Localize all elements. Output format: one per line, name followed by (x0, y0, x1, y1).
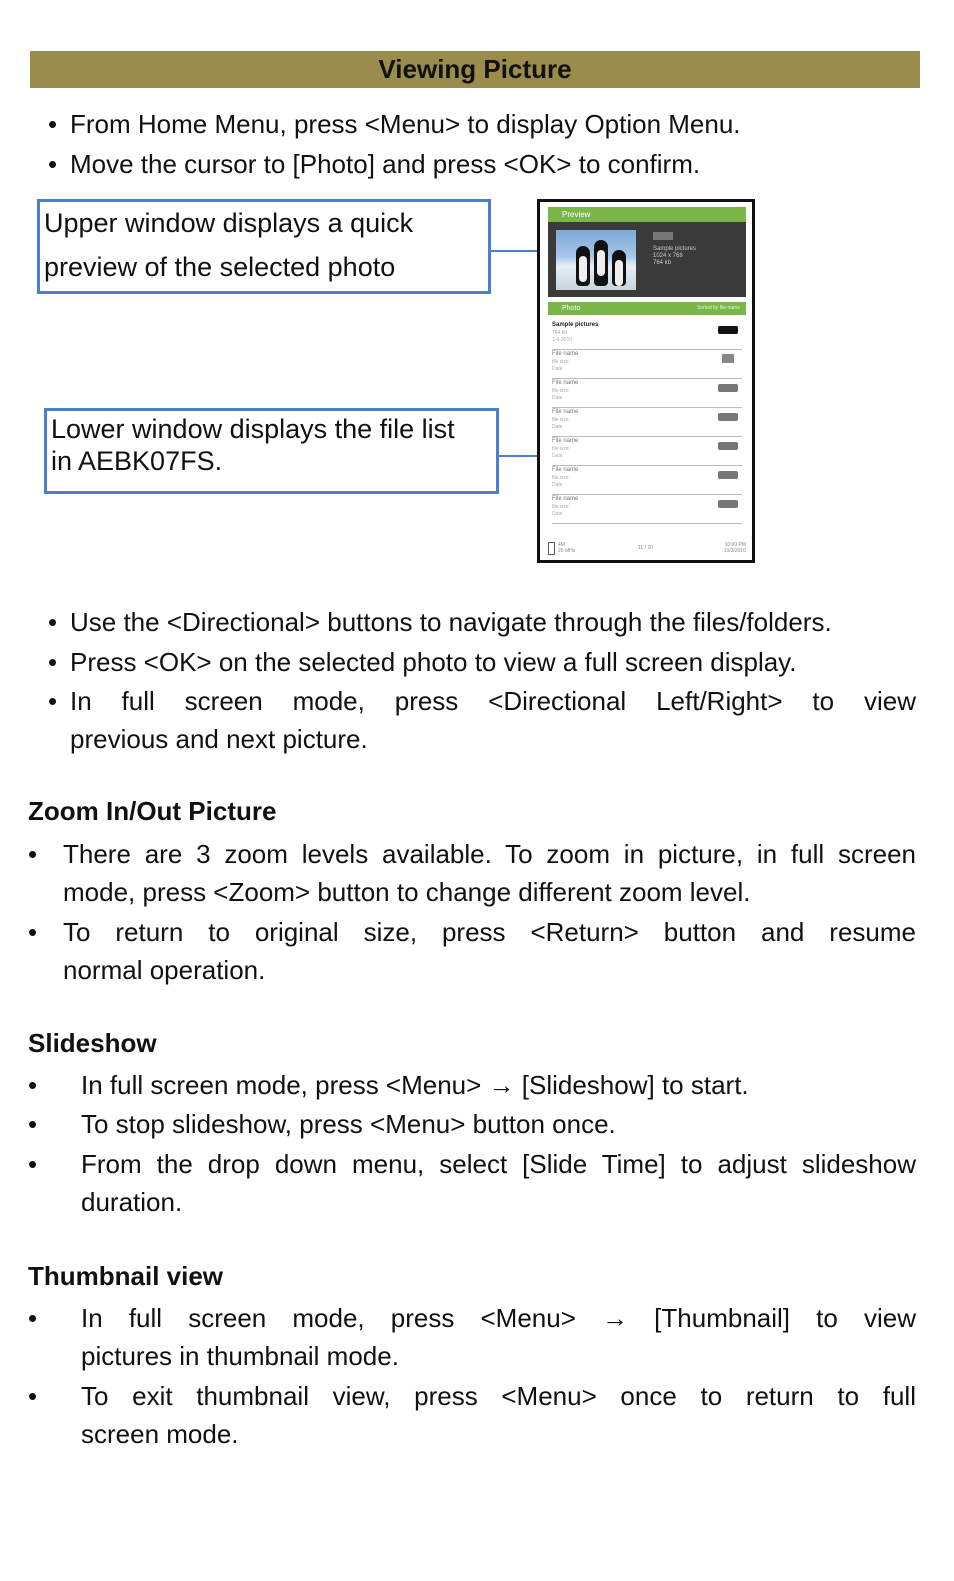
file-date: Date (552, 511, 563, 517)
file-list-item[interactable] (552, 436, 742, 466)
photo-list-header (548, 302, 746, 315)
file-badge-icon (718, 413, 738, 421)
preview-title: Preview (562, 210, 591, 219)
nav-bullet-3-line1: In full screen mode, press <Directional Left/Right> to view (70, 686, 916, 716)
thumbnail-bullet-1-line1: In full screen mode, press <Menu> → [Thumbnail] to view (81, 1303, 916, 1333)
file-list-item[interactable] (552, 378, 742, 408)
callout-text-line: Upper window displays a quick (44, 208, 414, 238)
thumbnail-bullet-2-line1: To exit thumbnail view, press <Menu> once to return to full (81, 1381, 916, 1411)
file-badge-icon (718, 442, 738, 450)
file-size: file size (552, 504, 569, 510)
slideshow-heading: Slideshow (28, 1028, 157, 1058)
bullet-dot: • (28, 1070, 38, 1100)
memory-line: 4M (558, 542, 565, 548)
bullet-text: Press <OK> on the selected photo to view a full screen display. (70, 647, 797, 677)
penguin-image (612, 250, 626, 286)
file-size: file size (552, 417, 569, 423)
file-size: file size (552, 446, 569, 452)
zoom-bullet-2-line1: To return to original size, press <Return> button and resume (63, 917, 916, 947)
file-size: file size (552, 359, 569, 365)
file-name: File name (552, 409, 579, 415)
file-list-item[interactable] (552, 349, 742, 379)
file-date: Date (552, 453, 563, 459)
slideshow-bullet-2: To stop slideshow, press <Menu> button once. (81, 1109, 616, 1139)
upper-callout-leader (491, 250, 543, 252)
section-banner (30, 51, 920, 88)
sort-label: Sorted by file name (696, 305, 740, 311)
penguin-image (594, 240, 608, 286)
slideshow-bullet-1: In full screen mode, press <Menu> → [Slideshow] to start. (81, 1070, 749, 1100)
bullet-dot: • (28, 839, 38, 869)
jpg-badge-icon (718, 326, 738, 334)
preview-info-line: 764 kb (653, 260, 672, 266)
callout-text-line: preview of the selected photo (44, 252, 396, 282)
lower-window-callout (44, 408, 499, 494)
preview-header (548, 207, 746, 222)
upper-window-callout (37, 199, 491, 294)
bullet-dot: • (48, 647, 58, 677)
device-status-bar (548, 540, 746, 556)
file-badge-icon (718, 500, 738, 508)
thumbnail-bullet-2-line2: screen mode. (81, 1419, 239, 1449)
file-list-item[interactable] (552, 320, 742, 350)
memory-line: 20 MHz (558, 548, 576, 554)
bullet-dot: • (28, 917, 38, 947)
bullet-dot: • (48, 686, 58, 716)
file-name: File name (552, 438, 579, 444)
memory-info (558, 542, 575, 554)
device-screen (537, 199, 755, 563)
slideshow-bullet-3-line2: duration. (81, 1187, 183, 1217)
file-date: 1-6-2010 (552, 337, 573, 343)
bullet-dot: • (28, 1381, 38, 1411)
file-date: Date (552, 482, 563, 488)
file-name: File name (552, 467, 579, 473)
zoom-heading: Zoom In/Out Picture (28, 796, 277, 826)
thumbnail-heading: Thumbnail view (28, 1261, 224, 1291)
penguin-image (576, 246, 590, 286)
nav-bullet-3-line2: previous and next picture. (70, 724, 368, 754)
battery-icon (548, 542, 555, 555)
file-list-item[interactable] (552, 465, 742, 495)
file-size: 764 kb (552, 330, 568, 336)
bullet-dot: • (28, 1149, 38, 1179)
folder-icon (722, 354, 734, 363)
callout-text-line: in AEBK07FS. (51, 446, 223, 476)
preview-info (653, 246, 696, 267)
file-date: Date (552, 366, 563, 372)
clock-date: 10/3/2010 (723, 548, 746, 554)
page-indicator: 11 / 20 (638, 545, 653, 551)
zoom-bullet-1-line1: There are 3 zoom levels available. To zoom in picture, in full screen (63, 839, 916, 869)
preview-format-tag (653, 232, 673, 240)
file-name: File name (552, 380, 579, 386)
file-name: Sample pictures (552, 322, 599, 328)
photo-list-title: Photo (562, 305, 581, 312)
file-date: Date (552, 395, 563, 401)
bullet-dot: • (48, 607, 58, 637)
zoom-bullet-2-line2: normal operation. (63, 955, 266, 985)
bullet-text: From Home Menu, press <Menu> to display Option Menu. (70, 109, 741, 139)
preview-info-line: Sample pictures (653, 246, 697, 252)
bullet-text: Move the cursor to [Photo] and press <OK> to confirm. (70, 149, 701, 179)
preview-window (548, 222, 746, 297)
file-name: File name (552, 496, 579, 502)
file-date: Date (552, 424, 563, 430)
bullet-dot: • (48, 149, 58, 179)
file-size: file size (552, 475, 569, 481)
bullet-text: Use the <Directional> buttons to navigate through the files/folders. (70, 607, 832, 637)
bullet-dot: • (28, 1303, 38, 1333)
preview-photo (556, 230, 636, 290)
callout-text-line: Lower window displays the file list (51, 414, 455, 444)
zoom-bullet-1-line2: mode, press <Zoom> button to change different zoom level. (63, 877, 751, 907)
clock (724, 542, 746, 554)
file-badge-icon (718, 384, 738, 392)
bullet-dot: • (48, 109, 58, 139)
clock-time: 10:00 PM (724, 542, 746, 548)
preview-info-line: 1024 x 768 (653, 253, 683, 259)
file-size: file size (552, 388, 569, 394)
slideshow-bullet-3-line1: From the drop down menu, select [Slide Time] to adjust slideshow (81, 1149, 916, 1179)
file-list-item[interactable] (552, 407, 742, 437)
file-name: File name (552, 351, 579, 357)
bullet-dot: • (28, 1109, 38, 1139)
file-list-item[interactable] (552, 494, 742, 524)
section-title: Viewing Picture (378, 54, 572, 84)
thumbnail-bullet-1-line2: pictures in thumbnail mode. (81, 1341, 399, 1371)
file-badge-icon (718, 471, 738, 479)
